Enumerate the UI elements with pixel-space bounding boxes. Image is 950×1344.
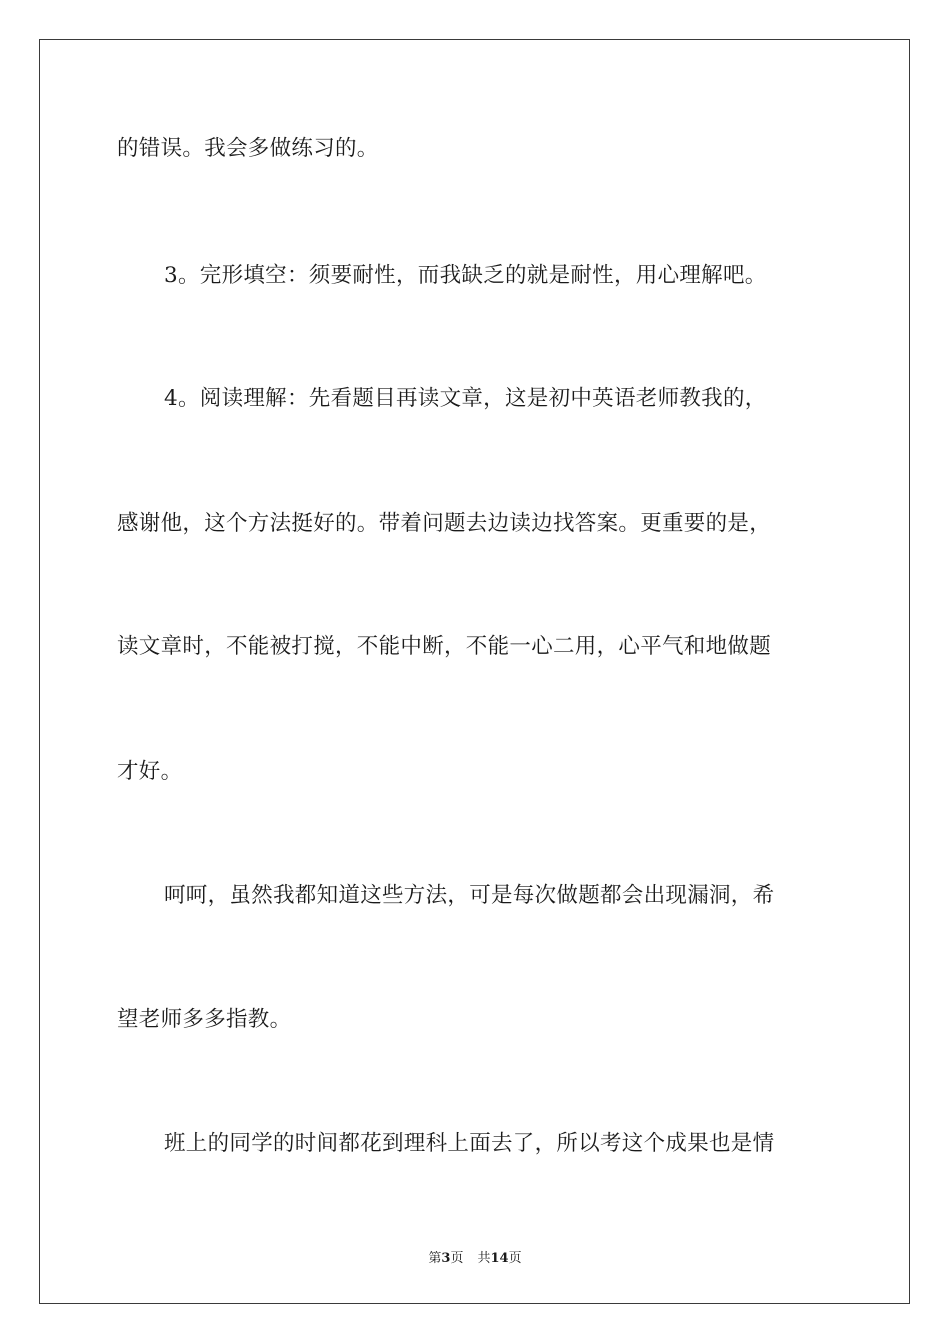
body-text-line: 的错误。我会多做练习的。	[117, 136, 379, 161]
body-text-line: 感谢他，这个方法挺好的。带着问题去边读边找答案。更重要的是，	[117, 511, 772, 536]
total-suffix: 页	[508, 1251, 522, 1266]
page-footer	[0, 1247, 950, 1266]
body-text-line: 4。阅读理解：先看题目再读文章，这是初中英语老师教我的，	[164, 386, 767, 411]
page-suffix: 页	[450, 1251, 464, 1266]
body-text-line: 望老师多多指教。	[117, 1007, 292, 1032]
body-text-line: 呵呵，虽然我都知道这些方法，可是每次做题都会出现漏洞，希	[164, 883, 775, 908]
total-pages: 14	[490, 1251, 509, 1266]
total-prefix: 共	[477, 1251, 491, 1266]
body-text-line: 读文章时，不能被打搅，不能中断，不能一心二用，心平气和地做题	[117, 634, 772, 659]
body-text-line: 3。完形填空：须要耐性，而我缺乏的就是耐性，用心理解吧。	[164, 263, 767, 288]
page-number: 3	[441, 1251, 451, 1266]
page-prefix: 第	[428, 1251, 442, 1266]
page-border	[39, 39, 910, 1304]
body-text-line: 才好。	[117, 759, 183, 784]
body-text-line: 班上的同学的时间都花到理科上面去了，所以考这个成果也是情	[164, 1131, 775, 1156]
